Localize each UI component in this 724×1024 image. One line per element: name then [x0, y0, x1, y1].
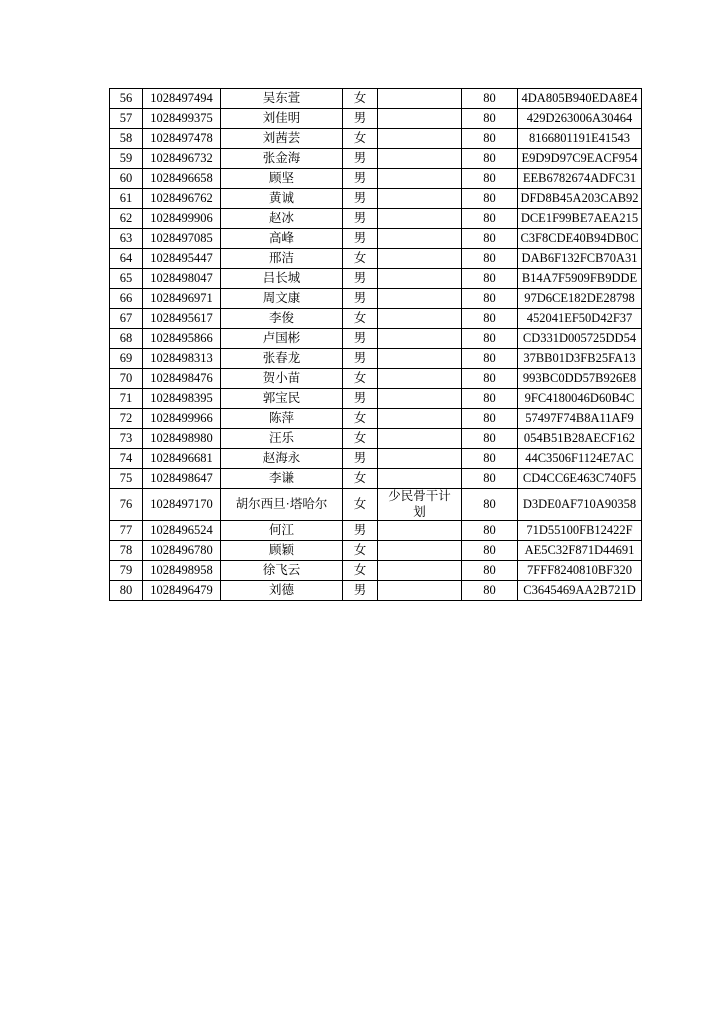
- cell-score: 80: [462, 269, 518, 289]
- cell-program: [378, 149, 462, 169]
- cell-num: 63: [110, 229, 143, 249]
- cell-score: 80: [462, 329, 518, 349]
- cell-code: D3DE0AF710A90358: [518, 489, 642, 521]
- cell-gender: 女: [343, 469, 378, 489]
- cell-score: 80: [462, 209, 518, 229]
- table-row: [110, 469, 642, 489]
- cell-gender: 男: [343, 109, 378, 129]
- cell-gender: 女: [343, 249, 378, 269]
- cell-program: [378, 289, 462, 309]
- cell-id: 1028496971: [143, 289, 221, 309]
- cell-gender: 男: [343, 149, 378, 169]
- table-row: [110, 449, 642, 469]
- roster-table-body: [110, 89, 642, 601]
- cell-id: 1028495617: [143, 309, 221, 329]
- table-row: [110, 169, 642, 189]
- cell-name: 邢洁: [221, 249, 343, 269]
- cell-score: 80: [462, 249, 518, 269]
- cell-name: 刘德: [221, 581, 343, 601]
- cell-id: 1028499906: [143, 209, 221, 229]
- cell-name: 高峰: [221, 229, 343, 249]
- cell-program: [378, 469, 462, 489]
- cell-id: 1028498395: [143, 389, 221, 409]
- cell-num: 80: [110, 581, 143, 601]
- cell-code: 97D6CE182DE28798: [518, 289, 642, 309]
- cell-id: 1028498476: [143, 369, 221, 389]
- cell-program: [378, 409, 462, 429]
- cell-num: 64: [110, 249, 143, 269]
- cell-code: 71D55100FB12422F: [518, 521, 642, 541]
- cell-program: [378, 89, 462, 109]
- cell-score: 80: [462, 169, 518, 189]
- cell-name: 吴东萱: [221, 89, 343, 109]
- cell-score: 80: [462, 369, 518, 389]
- cell-score: 80: [462, 429, 518, 449]
- cell-code: AE5C32F871D44691: [518, 541, 642, 561]
- cell-gender: 女: [343, 409, 378, 429]
- cell-score: 80: [462, 129, 518, 149]
- table-row: [110, 149, 642, 169]
- cell-code: CD4CC6E463C740F5: [518, 469, 642, 489]
- cell-num: 76: [110, 489, 143, 521]
- cell-num: 79: [110, 561, 143, 581]
- cell-name: 李谦: [221, 469, 343, 489]
- cell-score: 80: [462, 449, 518, 469]
- cell-name: 贺小苗: [221, 369, 343, 389]
- cell-gender: 男: [343, 389, 378, 409]
- cell-num: 60: [110, 169, 143, 189]
- cell-name: 顾颖: [221, 541, 343, 561]
- cell-num: 74: [110, 449, 143, 469]
- cell-id: 1028497170: [143, 489, 221, 521]
- table-row: [110, 309, 642, 329]
- cell-code: 9FC4180046D60B4C: [518, 389, 642, 409]
- cell-program: [378, 429, 462, 449]
- cell-num: 58: [110, 129, 143, 149]
- cell-id: 1028496524: [143, 521, 221, 541]
- cell-code: 7FFF8240810BF320: [518, 561, 642, 581]
- cell-code: 57497F74B8A11AF9: [518, 409, 642, 429]
- cell-code: DCE1F99BE7AEA215: [518, 209, 642, 229]
- cell-name: 卢国彬: [221, 329, 343, 349]
- cell-program: [378, 169, 462, 189]
- cell-name: 汪乐: [221, 429, 343, 449]
- cell-gender: 女: [343, 129, 378, 149]
- cell-gender: 男: [343, 209, 378, 229]
- cell-code: 8166801191E41543: [518, 129, 642, 149]
- cell-program: [378, 369, 462, 389]
- cell-name: 张春龙: [221, 349, 343, 369]
- cell-id: 1028495866: [143, 329, 221, 349]
- cell-num: 67: [110, 309, 143, 329]
- table-row: [110, 489, 642, 521]
- cell-num: 72: [110, 409, 143, 429]
- cell-id: 1028496732: [143, 149, 221, 169]
- cell-id: 1028498958: [143, 561, 221, 581]
- cell-num: 70: [110, 369, 143, 389]
- cell-num: 56: [110, 89, 143, 109]
- cell-code: 429D263006A30464: [518, 109, 642, 129]
- cell-program: [378, 229, 462, 249]
- cell-name: 何江: [221, 521, 343, 541]
- cell-score: 80: [462, 389, 518, 409]
- cell-id: 1028498047: [143, 269, 221, 289]
- cell-gender: 男: [343, 289, 378, 309]
- cell-id: 1028497085: [143, 229, 221, 249]
- cell-score: 80: [462, 289, 518, 309]
- cell-program: [378, 189, 462, 209]
- cell-gender: 男: [343, 169, 378, 189]
- cell-name: 顾坚: [221, 169, 343, 189]
- cell-id: 1028498647: [143, 469, 221, 489]
- cell-num: 73: [110, 429, 143, 449]
- cell-code: 44C3506F1124E7AC: [518, 449, 642, 469]
- cell-program: 少民骨干计划: [378, 489, 462, 521]
- cell-score: 80: [462, 229, 518, 249]
- cell-program: [378, 109, 462, 129]
- cell-score: 80: [462, 189, 518, 209]
- cell-code: DAB6F132FCB70A31: [518, 249, 642, 269]
- cell-name: 张金海: [221, 149, 343, 169]
- table-row: [110, 521, 642, 541]
- cell-num: 68: [110, 329, 143, 349]
- cell-id: 1028496780: [143, 541, 221, 561]
- cell-id: 1028499375: [143, 109, 221, 129]
- cell-name: 刘佳明: [221, 109, 343, 129]
- cell-code: DFD8B45A203CAB92: [518, 189, 642, 209]
- cell-num: 59: [110, 149, 143, 169]
- table-row: [110, 409, 642, 429]
- cell-program: [378, 561, 462, 581]
- cell-gender: 男: [343, 581, 378, 601]
- cell-gender: 女: [343, 561, 378, 581]
- cell-num: 69: [110, 349, 143, 369]
- cell-name: 赵海永: [221, 449, 343, 469]
- cell-program: [378, 329, 462, 349]
- cell-score: 80: [462, 409, 518, 429]
- cell-score: 80: [462, 109, 518, 129]
- cell-program: [378, 581, 462, 601]
- cell-program: [378, 269, 462, 289]
- table-row: [110, 109, 642, 129]
- table-row: [110, 429, 642, 449]
- table-row: [110, 349, 642, 369]
- table-row: [110, 581, 642, 601]
- cell-name: 陈萍: [221, 409, 343, 429]
- cell-num: 57: [110, 109, 143, 129]
- cell-num: 62: [110, 209, 143, 229]
- cell-gender: 男: [343, 189, 378, 209]
- cell-code: 054B51B28AECF162: [518, 429, 642, 449]
- cell-score: 80: [462, 149, 518, 169]
- cell-program: [378, 209, 462, 229]
- cell-num: 77: [110, 521, 143, 541]
- cell-num: 65: [110, 269, 143, 289]
- cell-id: 1028496762: [143, 189, 221, 209]
- cell-code: 452041EF50D42F37: [518, 309, 642, 329]
- cell-id: 1028496479: [143, 581, 221, 601]
- cell-score: 80: [462, 469, 518, 489]
- cell-code: C3645469AA2B721D: [518, 581, 642, 601]
- cell-program: [378, 309, 462, 329]
- cell-id: 1028499966: [143, 409, 221, 429]
- cell-code: CD331D005725DD54: [518, 329, 642, 349]
- cell-code: 4DA805B940EDA8E4: [518, 89, 642, 109]
- cell-gender: 男: [343, 269, 378, 289]
- cell-score: 80: [462, 541, 518, 561]
- table-row: [110, 329, 642, 349]
- cell-name: 刘茜芸: [221, 129, 343, 149]
- cell-num: 75: [110, 469, 143, 489]
- cell-gender: 女: [343, 429, 378, 449]
- cell-code: B14A7F5909FB9DDE: [518, 269, 642, 289]
- cell-gender: 女: [343, 89, 378, 109]
- cell-name: 李俊: [221, 309, 343, 329]
- cell-id: 1028496681: [143, 449, 221, 469]
- cell-id: 1028497478: [143, 129, 221, 149]
- cell-program: [378, 389, 462, 409]
- cell-gender: 女: [343, 309, 378, 329]
- cell-score: 80: [462, 349, 518, 369]
- cell-gender: 男: [343, 349, 378, 369]
- cell-name: 胡尔西旦·塔哈尔: [221, 489, 343, 521]
- cell-id: 1028498313: [143, 349, 221, 369]
- cell-gender: 女: [343, 541, 378, 561]
- cell-gender: 男: [343, 229, 378, 249]
- cell-code: EEB6782674ADFC31: [518, 169, 642, 189]
- table-row: [110, 389, 642, 409]
- cell-code: C3F8CDE40B94DB0C: [518, 229, 642, 249]
- cell-name: 周文康: [221, 289, 343, 309]
- cell-score: 80: [462, 521, 518, 541]
- cell-id: 1028498980: [143, 429, 221, 449]
- cell-code: 37BB01D3FB25FA13: [518, 349, 642, 369]
- roster-table: [109, 88, 642, 601]
- cell-score: 80: [462, 561, 518, 581]
- cell-name: 郭宝民: [221, 389, 343, 409]
- table-row: [110, 561, 642, 581]
- table-row: [110, 89, 642, 109]
- table-row: [110, 369, 642, 389]
- table-row: [110, 289, 642, 309]
- cell-num: 66: [110, 289, 143, 309]
- table-row: [110, 229, 642, 249]
- cell-code: 993BC0DD57B926E8: [518, 369, 642, 389]
- cell-num: 61: [110, 189, 143, 209]
- table-row: [110, 249, 642, 269]
- cell-score: 80: [462, 89, 518, 109]
- cell-program: [378, 129, 462, 149]
- cell-program: [378, 249, 462, 269]
- cell-gender: 女: [343, 369, 378, 389]
- cell-program: [378, 521, 462, 541]
- cell-name: 黄诚: [221, 189, 343, 209]
- cell-name: 赵冰: [221, 209, 343, 229]
- cell-gender: 男: [343, 329, 378, 349]
- cell-gender: 男: [343, 449, 378, 469]
- table-row: [110, 129, 642, 149]
- cell-program: [378, 349, 462, 369]
- table-row: [110, 209, 642, 229]
- cell-name: 吕长城: [221, 269, 343, 289]
- cell-num: 71: [110, 389, 143, 409]
- cell-name: 徐飞云: [221, 561, 343, 581]
- cell-program: [378, 449, 462, 469]
- cell-num: 78: [110, 541, 143, 561]
- table-row: [110, 269, 642, 289]
- cell-score: 80: [462, 581, 518, 601]
- cell-score: 80: [462, 309, 518, 329]
- cell-gender: 男: [343, 521, 378, 541]
- cell-id: 1028497494: [143, 89, 221, 109]
- table-row: [110, 541, 642, 561]
- cell-gender: 女: [343, 489, 378, 521]
- table-row: [110, 189, 642, 209]
- cell-program: [378, 541, 462, 561]
- cell-id: 1028496658: [143, 169, 221, 189]
- cell-id: 1028495447: [143, 249, 221, 269]
- cell-score: 80: [462, 489, 518, 521]
- cell-code: E9D9D97C9EACF954: [518, 149, 642, 169]
